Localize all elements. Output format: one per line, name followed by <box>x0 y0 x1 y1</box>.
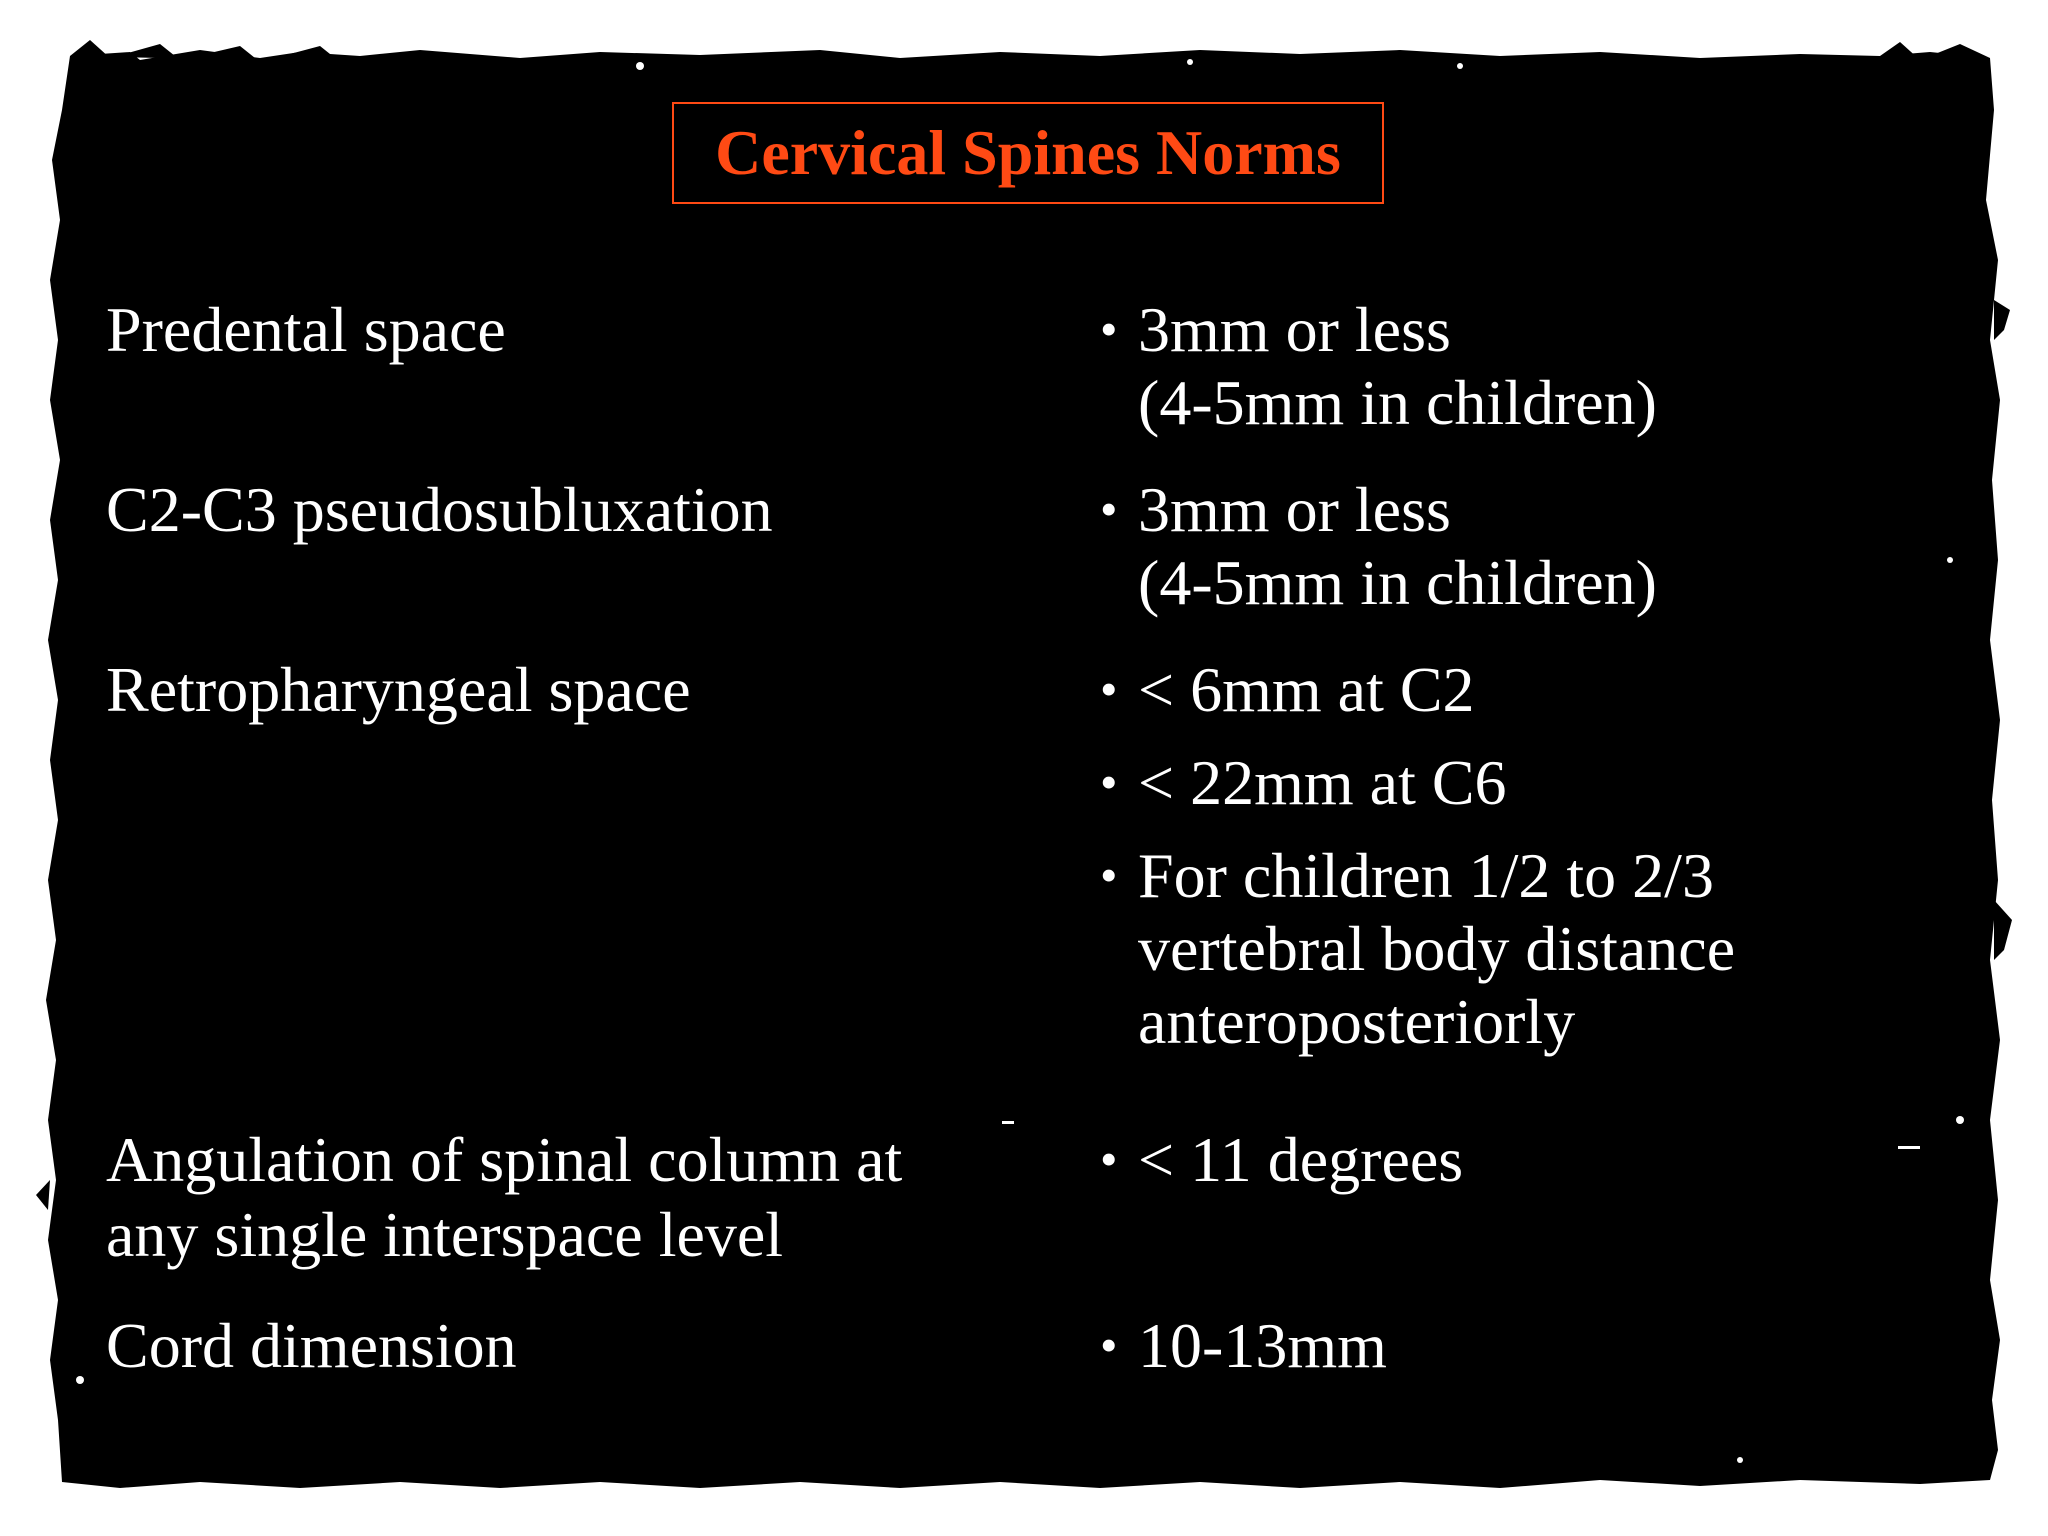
row-label-cord: Cord dimension <box>106 1310 517 1381</box>
title-box <box>672 102 1384 204</box>
bullet-icon: • <box>1100 754 1118 810</box>
bullet-text: 3mm or less <box>1138 294 1451 365</box>
bullet-text: For children 1/2 to 2/3 <box>1138 840 1714 911</box>
row-label-predental: Predental space <box>106 294 506 365</box>
bullet-icon: • <box>1100 1131 1118 1187</box>
bullet-text: 3mm or less <box>1138 474 1451 545</box>
bullet-icon: • <box>1100 661 1118 717</box>
bullet-text: < 11 degrees <box>1138 1124 1464 1195</box>
slide-title: Cervical Spines Norms <box>715 117 1341 188</box>
bullet-text: < 6mm at C2 <box>1138 654 1475 725</box>
bullet-text: 10-13mm <box>1138 1310 1387 1381</box>
bullet-text: anteroposteriorly <box>1138 986 1576 1057</box>
row-label-retropharyngeal: Retropharyngeal space <box>106 654 691 725</box>
bullet-text: vertebral body distance <box>1138 913 1736 984</box>
row-label-angulation-cont: any single interspace level <box>106 1199 784 1270</box>
bullet-icon: • <box>1100 301 1118 357</box>
bullet-text: (4-5mm in children) <box>1138 367 1657 438</box>
bullet-text: < 22mm at C6 <box>1138 747 1507 818</box>
row-label-angulation: Angulation of spinal column at <box>106 1124 903 1195</box>
bullet-icon: • <box>1100 847 1118 903</box>
row-label-pseudosubluxation: C2-C3 pseudosubluxation <box>106 474 773 545</box>
bullet-text: (4-5mm in children) <box>1138 547 1657 618</box>
bullet-icon: • <box>1100 481 1118 537</box>
bullet-icon: • <box>1100 1317 1118 1373</box>
